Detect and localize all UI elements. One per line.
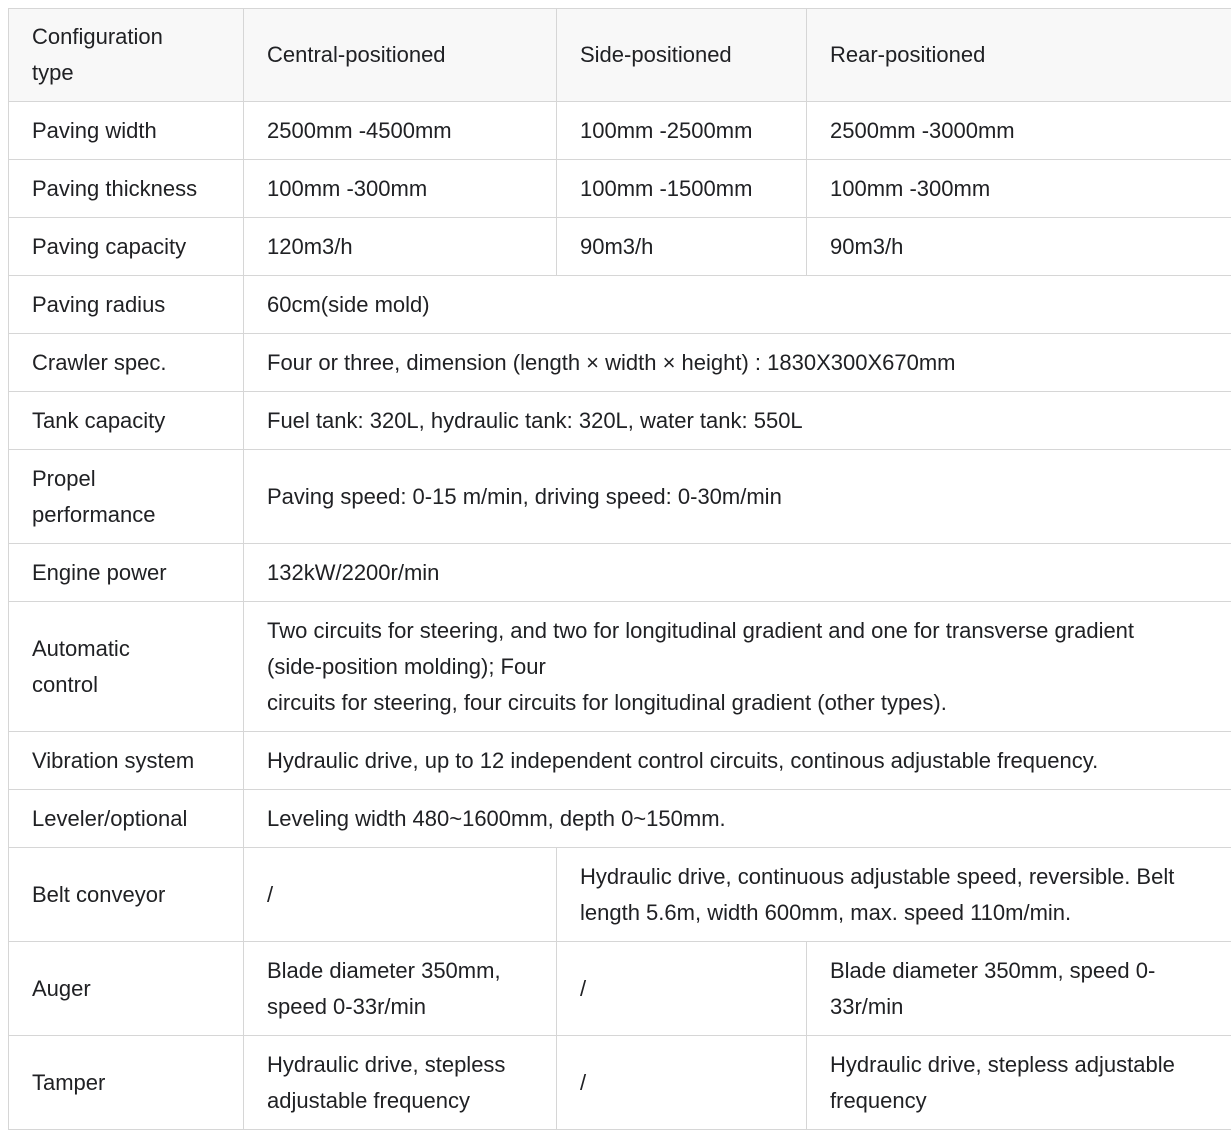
table-row-paving-width <box>9 102 1231 160</box>
cell-side: / <box>557 1036 807 1130</box>
table-header-row <box>9 9 1231 102</box>
row-label: Auger <box>9 942 244 1036</box>
cell-rear: 2500mm -3000mm <box>807 102 1231 160</box>
cell-central: 120m3/h <box>244 218 557 276</box>
row-label <box>9 602 244 732</box>
row-label <box>9 450 244 544</box>
table-row-tamper <box>9 1036 1231 1130</box>
specification-table <box>8 8 1231 1130</box>
cell-value: Hydraulic drive, up to 12 independent control circuits, continous adjustable frequency. <box>244 732 1231 790</box>
row-label: Paving radius <box>9 276 244 334</box>
cell-central: 100mm -300mm <box>244 160 557 218</box>
value-line: Hydraulic drive, stepless adjustable <box>830 1051 1175 1077</box>
row-label: Paving capacity <box>9 218 244 276</box>
cell-central: 2500mm -4500mm <box>244 102 557 160</box>
header-cell-rear: Rear-positioned <box>807 9 1231 102</box>
value-line: speed 0-33r/min <box>267 993 426 1019</box>
cell-rear <box>807 942 1231 1036</box>
header-line: type <box>32 60 74 85</box>
value-line: Two circuits for steering, and two for longitudinal gradient and one for transverse gradient <box>267 617 1135 643</box>
row-label: Belt conveyor <box>9 848 244 942</box>
cell-rear: 100mm -300mm <box>807 160 1231 218</box>
row-label-line: control <box>32 671 99 697</box>
cell-side: 100mm -2500mm <box>557 102 807 160</box>
cell-value: Fuel tank: 320L, hydraulic tank: 320L, water tank: 550L <box>244 392 1231 450</box>
cell-value <box>244 602 1231 732</box>
value-line: frequency <box>830 1087 927 1113</box>
cell-value: Four or three, dimension (length × width × height) : 1830X300X670mm <box>244 334 1231 392</box>
table-row-leveler <box>9 790 1231 848</box>
table-row-paving-capacity <box>9 218 1231 276</box>
row-label: Engine power <box>9 544 244 602</box>
value-line: Hydraulic drive, continuous adjustable speed, reversible. Belt <box>580 863 1175 889</box>
table-row-automatic-control <box>9 602 1231 732</box>
header-cell-configuration-type <box>9 9 244 102</box>
cell-side: / <box>557 942 807 1036</box>
header-line: Configuration <box>32 24 163 49</box>
row-label-line: Automatic <box>32 635 130 661</box>
cell-central <box>244 942 557 1036</box>
header-cell-side: Side-positioned <box>557 9 807 102</box>
value-line: Blade diameter 350mm, speed 0- <box>830 957 1156 983</box>
table-row-vibration-system <box>9 732 1231 790</box>
row-label: Tamper <box>9 1036 244 1130</box>
table-row-paving-radius <box>9 276 1231 334</box>
cell-central: / <box>244 848 557 942</box>
value-line: circuits for steering, four circuits for longitudinal gradient (other types). <box>267 689 947 715</box>
cell-side: 90m3/h <box>557 218 807 276</box>
row-label: Paving width <box>9 102 244 160</box>
table-row-crawler-spec <box>9 334 1231 392</box>
table-row-auger <box>9 942 1231 1036</box>
row-label: Tank capacity <box>9 392 244 450</box>
cell-central <box>244 1036 557 1130</box>
value-line: (side-position molding); Four <box>267 653 546 679</box>
table-row-engine-power <box>9 544 1231 602</box>
cell-side: 100mm -1500mm <box>557 160 807 218</box>
table-row-propel-performance <box>9 450 1231 544</box>
row-label-line: Propel <box>32 465 96 491</box>
row-label: Vibration system <box>9 732 244 790</box>
cell-value: Paving speed: 0-15 m/min, driving speed: 0-30m/min <box>244 450 1231 544</box>
table-row-tank-capacity <box>9 392 1231 450</box>
cell-rear: 90m3/h <box>807 218 1231 276</box>
row-label-line: performance <box>32 501 156 527</box>
table-row-paving-thickness <box>9 160 1231 218</box>
cell-value: Leveling width 480~1600mm, depth 0~150mm. <box>244 790 1231 848</box>
cell-side-rear <box>557 848 1231 942</box>
cell-rear <box>807 1036 1231 1130</box>
row-label: Crawler spec. <box>9 334 244 392</box>
header-cell-central: Central-positioned <box>244 9 557 102</box>
value-line: adjustable frequency <box>267 1087 471 1113</box>
value-line: Hydraulic drive, stepless <box>267 1051 506 1077</box>
value-line: Blade diameter 350mm, <box>267 957 501 983</box>
row-label: Leveler/optional <box>9 790 244 848</box>
table-row-belt-conveyor <box>9 848 1231 942</box>
cell-value: 132kW/2200r/min <box>244 544 1231 602</box>
value-line: 33r/min <box>830 993 904 1019</box>
value-line: length 5.6m, width 600mm, max. speed 110m/min. <box>580 899 1072 925</box>
row-label: Paving thickness <box>9 160 244 218</box>
cell-value: 60cm(side mold) <box>244 276 1231 334</box>
